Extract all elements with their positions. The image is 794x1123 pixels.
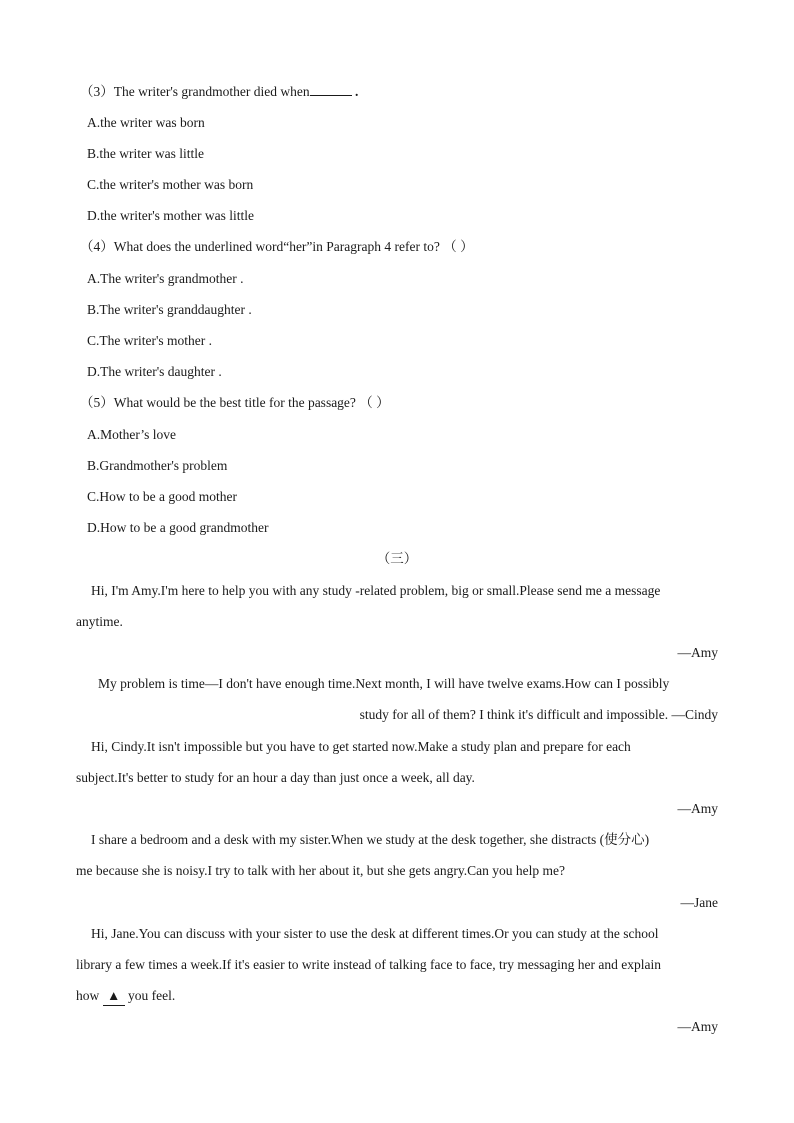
amy-reply-cindy-line-1: Hi, Cindy.It isn't impossible but you have to get started now.Make a study plan and prepare for each xyxy=(91,739,631,754)
option-c: C.the writer's mother was born xyxy=(87,177,254,192)
signature-amy: —Amy xyxy=(677,801,718,816)
jane-message-line-1: I share a bedroom and a desk with my sister.When we study at the desk together, she distracts (使分心) xyxy=(91,832,650,847)
cindy-message-line-1: My problem is time—I don't have enough time.Next month, I will have twelve exams.How can I possibly xyxy=(98,676,670,691)
answer-blank xyxy=(310,82,352,96)
question-3-stem: （3）The writer's grandmother died when . xyxy=(80,84,359,99)
amy-reply-cindy-line-2: subject.It's better to study for an hour a day than just once a week, all day. xyxy=(76,770,475,785)
triangle-blank-icon: ▲ xyxy=(103,987,125,1006)
amy-intro-line-1: Hi, I'm Amy.I'm here to help you with any study -related problem, big or small.Please send me a message xyxy=(91,583,661,598)
option-c: C.The writer's mother . xyxy=(87,333,213,348)
option-b: B.the writer was little xyxy=(87,146,204,161)
option-a: A.Mother’s love xyxy=(87,427,176,442)
section-title: （三） xyxy=(376,551,418,566)
option-d: D.The writer's daughter . xyxy=(87,364,222,379)
option-b: B.The writer's granddaughter . xyxy=(87,302,252,317)
option-a: A.The writer's grandmother . xyxy=(87,271,244,286)
signature-amy: —Amy xyxy=(677,1019,718,1034)
amy-reply-jane-line-2: library a few times a week.If it's easier to write instead of talking face to face, try messaging her and explain xyxy=(76,957,661,972)
signature-amy: —Amy xyxy=(677,645,718,660)
option-a: A.the writer was born xyxy=(87,115,205,130)
option-c: C.How to be a good mother xyxy=(87,489,237,504)
option-d: D.How to be a good grandmother xyxy=(87,520,269,535)
question-5-stem: （5）What would be the best title for the passage? （ ） xyxy=(80,395,390,410)
question-4-stem: （4）What does the underlined word“her”in Paragraph 4 refer to? （ ） xyxy=(80,239,474,254)
cindy-message-line-2: study for all of them? I think it's difficult and impossible. —Cindy xyxy=(359,707,718,722)
signature-jane: —Jane xyxy=(680,895,718,910)
amy-reply-jane-line-3: how ▲ you feel. xyxy=(76,987,175,1006)
option-b: B.Grandmother's problem xyxy=(87,458,228,473)
amy-intro-line-2: anytime. xyxy=(76,614,123,629)
amy-reply-jane-line-1: Hi, Jane.You can discuss with your sister to use the desk at different times.Or you can study at the school xyxy=(91,926,659,941)
jane-message-line-2: me because she is noisy.I try to talk with her about it, but she gets angry.Can you help me? xyxy=(76,863,566,878)
option-d: D.the writer's mother was little xyxy=(87,208,255,223)
